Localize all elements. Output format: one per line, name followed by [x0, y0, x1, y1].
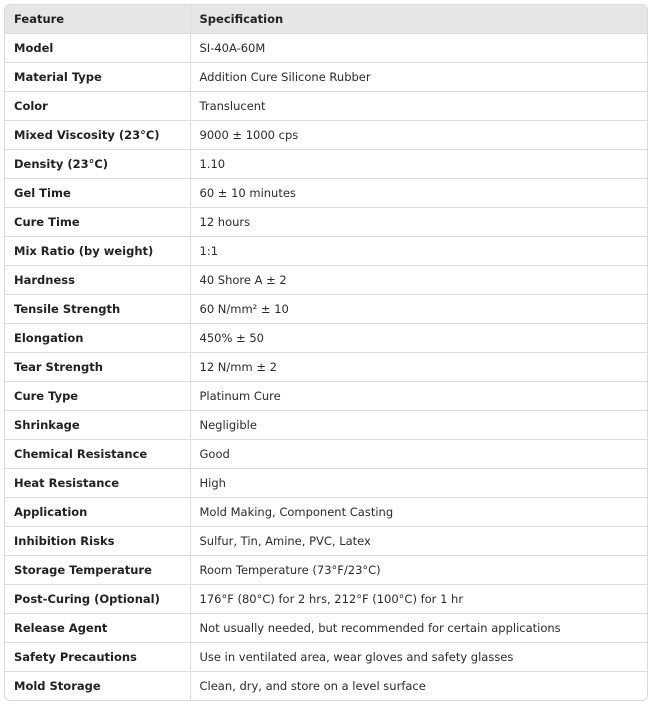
header-specification: Specification [190, 5, 647, 34]
specification-cell: Negligible [190, 411, 647, 440]
specification-cell: Good [190, 440, 647, 469]
specification-cell: High [190, 469, 647, 498]
table-row [5, 527, 647, 556]
specification-cell: 450% ± 50 [190, 324, 647, 353]
feature-cell: Safety Precautions [5, 643, 190, 672]
feature-cell: Cure Time [5, 208, 190, 237]
feature-cell: Inhibition Risks [5, 527, 190, 556]
table-row [5, 63, 647, 92]
table-row [5, 672, 647, 701]
specification-cell: 1.10 [190, 150, 647, 179]
spec-table [5, 5, 647, 700]
feature-cell: Cure Type [5, 382, 190, 411]
table-row [5, 353, 647, 382]
table-row [5, 208, 647, 237]
table-row [5, 469, 647, 498]
feature-cell: Elongation [5, 324, 190, 353]
table-row [5, 121, 647, 150]
specification-cell: 12 N/mm ± 2 [190, 353, 647, 382]
specification-cell: Sulfur, Tin, Amine, PVC, Latex [190, 527, 647, 556]
specification-cell: Translucent [190, 92, 647, 121]
table-row [5, 295, 647, 324]
table-row [5, 643, 647, 672]
table-row [5, 382, 647, 411]
feature-cell: Hardness [5, 266, 190, 295]
specification-cell: 176°F (80°C) for 2 hrs, 212°F (100°C) for 1 hr [190, 585, 647, 614]
spec-table-container [4, 4, 648, 701]
feature-cell: Storage Temperature [5, 556, 190, 585]
table-row [5, 556, 647, 585]
feature-cell: Density (23°C) [5, 150, 190, 179]
table-row [5, 411, 647, 440]
feature-cell: Model [5, 34, 190, 63]
specification-cell: Use in ventilated area, wear gloves and safety glasses [190, 643, 647, 672]
feature-cell: Release Agent [5, 614, 190, 643]
specification-cell: Not usually needed, but recommended for certain applications [190, 614, 647, 643]
feature-cell: Material Type [5, 63, 190, 92]
specification-cell: SI-40A-60M [190, 34, 647, 63]
feature-cell: Mold Storage [5, 672, 190, 701]
specification-cell: Mold Making, Component Casting [190, 498, 647, 527]
table-header-row [5, 5, 647, 34]
table-row [5, 585, 647, 614]
specification-cell: 12 hours [190, 208, 647, 237]
table-row [5, 92, 647, 121]
header-feature: Feature [5, 5, 190, 34]
specification-cell: Room Temperature (73°F/23°C) [190, 556, 647, 585]
feature-cell: Tensile Strength [5, 295, 190, 324]
table-row [5, 440, 647, 469]
specification-cell: Addition Cure Silicone Rubber [190, 63, 647, 92]
feature-cell: Mix Ratio (by weight) [5, 237, 190, 266]
feature-cell: Gel Time [5, 179, 190, 208]
specification-cell: 1:1 [190, 237, 647, 266]
specification-cell: 9000 ± 1000 cps [190, 121, 647, 150]
specification-cell: 40 Shore A ± 2 [190, 266, 647, 295]
specification-cell: Clean, dry, and store on a level surface [199, 679, 426, 693]
feature-cell: Heat Resistance [5, 469, 190, 498]
table-row [5, 266, 647, 295]
feature-cell: Application [5, 498, 190, 527]
table-row [5, 34, 647, 63]
table-body [5, 34, 647, 701]
table-row [5, 150, 647, 179]
table-row [5, 324, 647, 353]
feature-cell: Tear Strength [5, 353, 190, 382]
feature-cell: Color [5, 92, 190, 121]
table-row [5, 179, 647, 208]
specification-cell: Platinum Cure [190, 382, 647, 411]
feature-cell: Shrinkage [5, 411, 190, 440]
specification-cell: 60 ± 10 minutes [190, 179, 647, 208]
feature-cell: Mixed Viscosity (23°C) [5, 121, 190, 150]
table-row [5, 498, 647, 527]
table-row [5, 237, 647, 266]
specification-cell: 60 N/mm² ± 10 [190, 295, 647, 324]
table-row [5, 614, 647, 643]
feature-cell: Chemical Resistance [5, 440, 190, 469]
feature-cell: Post-Curing (Optional) [5, 585, 190, 614]
